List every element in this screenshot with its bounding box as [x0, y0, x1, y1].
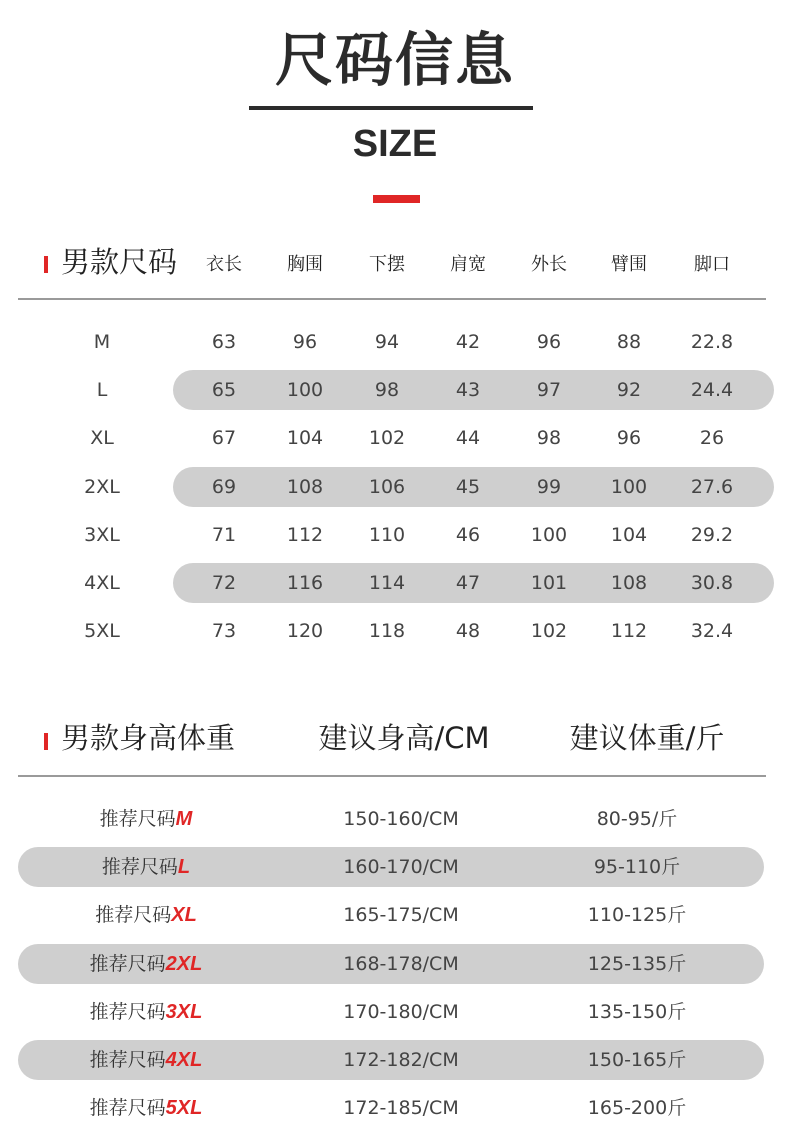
size-value: 32.4: [690, 620, 734, 643]
column-header: 衣长: [206, 254, 242, 275]
recommend-size-cell: [102, 847, 190, 887]
size-value: 65: [211, 379, 237, 402]
size-value: 118: [368, 620, 406, 643]
size-value: 26: [699, 427, 725, 450]
size-row: [0, 611, 790, 651]
size-value: 120: [286, 620, 324, 643]
size-table-header: [0, 240, 790, 288]
recommend-size: 3XL: [165, 1000, 203, 1023]
page-subtitle: SIZE: [352, 123, 438, 165]
recommend-weight: 135-150斤: [587, 1000, 687, 1023]
column-header: 胸围: [287, 254, 323, 275]
column-header: 下摆: [369, 254, 405, 275]
size-value: 112: [610, 620, 648, 643]
recommend-height: 172-182/CM: [343, 1049, 459, 1071]
size-value: 24.4: [690, 379, 734, 402]
size-value: 96: [292, 331, 318, 353]
size-value: 96: [616, 427, 642, 450]
section-title: 男款身高体重: [61, 721, 236, 755]
recommend-size: 5XL: [165, 1097, 203, 1120]
size-value: 100: [610, 475, 648, 498]
column-header: 臂围: [611, 254, 647, 275]
recommend-row: [0, 1040, 790, 1080]
recommend-size-cell: [90, 992, 203, 1032]
size-value: 101: [530, 572, 568, 594]
size-value: 110: [368, 523, 406, 546]
recommend-size: XL: [171, 904, 197, 927]
recommend-label: 推荐尺码: [89, 1049, 166, 1071]
recommend-row: [0, 992, 790, 1032]
recommend-height: 170-180/CM: [343, 1000, 459, 1023]
column-header: 外长: [531, 254, 567, 275]
size-value: 98: [374, 379, 400, 402]
size-value: 112: [286, 523, 324, 546]
recommend-size-cell: [90, 1040, 203, 1080]
size-value: 71: [211, 523, 237, 546]
size-value: 108: [286, 475, 324, 498]
column-header-height: 建议身高/CM: [318, 721, 490, 755]
size-label: L: [96, 379, 108, 402]
size-label: 2XL: [84, 475, 120, 498]
recommend-size: 4XL: [165, 1049, 203, 1071]
recommend-size-cell: [100, 799, 193, 839]
recommend-size: L: [177, 856, 191, 879]
size-value: 30.8: [690, 572, 734, 594]
column-header: 肩宽: [450, 254, 486, 275]
recommend-weight: 110-125斤: [587, 904, 687, 927]
recommend-label: 推荐尺码: [99, 808, 176, 830]
recommend-table-divider: [18, 775, 766, 777]
size-value: 45: [455, 475, 481, 498]
size-value: 98: [536, 427, 562, 450]
size-row: [0, 418, 790, 458]
recommend-height: 150-160/CM: [343, 808, 459, 830]
size-value: 102: [530, 620, 568, 643]
size-value: 114: [368, 572, 406, 594]
recommend-size-cell: [95, 895, 197, 935]
size-value: 106: [368, 475, 406, 498]
size-value: 46: [455, 523, 481, 546]
size-value: 22.8: [690, 331, 734, 353]
recommend-size: M: [175, 808, 193, 830]
size-table-divider: [18, 298, 766, 300]
recommend-label: 推荐尺码: [95, 904, 172, 927]
recommend-label: 推荐尺码: [89, 1097, 166, 1120]
size-row: [0, 515, 790, 555]
size-value: 104: [610, 523, 648, 546]
size-value: 92: [616, 379, 642, 402]
size-value: 43: [455, 379, 481, 402]
recommend-height: 168-178/CM: [343, 952, 459, 975]
section-title: 男款尺码: [61, 245, 178, 279]
size-value: 94: [374, 331, 400, 353]
accent-dash: [373, 195, 420, 203]
column-header-weight: 建议体重/斤: [569, 721, 725, 755]
size-value: 96: [536, 331, 562, 353]
size-label: XL: [90, 427, 114, 450]
recommend-row: [0, 944, 790, 984]
size-value: 102: [368, 427, 406, 450]
size-value: 27.6: [690, 475, 734, 498]
size-label: M: [93, 331, 111, 353]
recommend-label: 推荐尺码: [89, 952, 166, 975]
size-row: [0, 322, 790, 362]
recommend-height: 165-175/CM: [343, 904, 459, 927]
recommend-weight: 125-135斤: [587, 952, 687, 975]
size-value: 48: [455, 620, 481, 643]
size-value: 116: [286, 572, 324, 594]
section-marker: [44, 733, 48, 750]
size-value: 69: [211, 475, 237, 498]
size-row: [0, 467, 790, 507]
size-value: 100: [286, 379, 324, 402]
recommend-size: 2XL: [165, 952, 203, 975]
size-value: 42: [455, 331, 481, 353]
recommend-table-header: [0, 718, 790, 766]
size-row: [0, 563, 790, 603]
recommend-row: [0, 847, 790, 887]
size-value: 108: [610, 572, 648, 594]
size-value: 44: [455, 427, 481, 450]
recommend-weight: 80-95/斤: [596, 808, 678, 830]
size-value: 73: [211, 620, 237, 643]
recommend-weight: 165-200斤: [587, 1097, 687, 1120]
size-value: 97: [536, 379, 562, 402]
size-value: 67: [211, 427, 237, 450]
recommend-label: 推荐尺码: [89, 1000, 166, 1023]
size-value: 47: [455, 572, 481, 594]
recommend-row: [0, 1088, 790, 1128]
column-header: 脚口: [694, 254, 730, 275]
size-value: 72: [211, 572, 237, 594]
size-label: 4XL: [84, 572, 120, 594]
recommend-label: 推荐尺码: [101, 856, 178, 879]
size-value: 104: [286, 427, 324, 450]
recommend-height: 172-185/CM: [343, 1097, 459, 1120]
page-title: 尺码信息: [274, 26, 515, 94]
recommend-weight: 95-110斤: [593, 856, 681, 879]
size-value: 99: [536, 475, 562, 498]
recommend-row: [0, 895, 790, 935]
size-value: 29.2: [690, 523, 734, 546]
section-marker: [44, 256, 48, 273]
size-label: 5XL: [84, 620, 120, 643]
size-value: 88: [616, 331, 642, 353]
recommend-height: 160-170/CM: [343, 856, 459, 879]
size-value: 63: [211, 331, 237, 353]
size-row: [0, 370, 790, 410]
title-underline: [249, 106, 533, 110]
size-value: 100: [530, 523, 568, 546]
recommend-row: [0, 799, 790, 839]
recommend-weight: 150-165斤: [587, 1049, 687, 1071]
size-label: 3XL: [84, 523, 120, 546]
recommend-size-cell: [90, 944, 203, 984]
recommend-size-cell: [90, 1088, 203, 1128]
